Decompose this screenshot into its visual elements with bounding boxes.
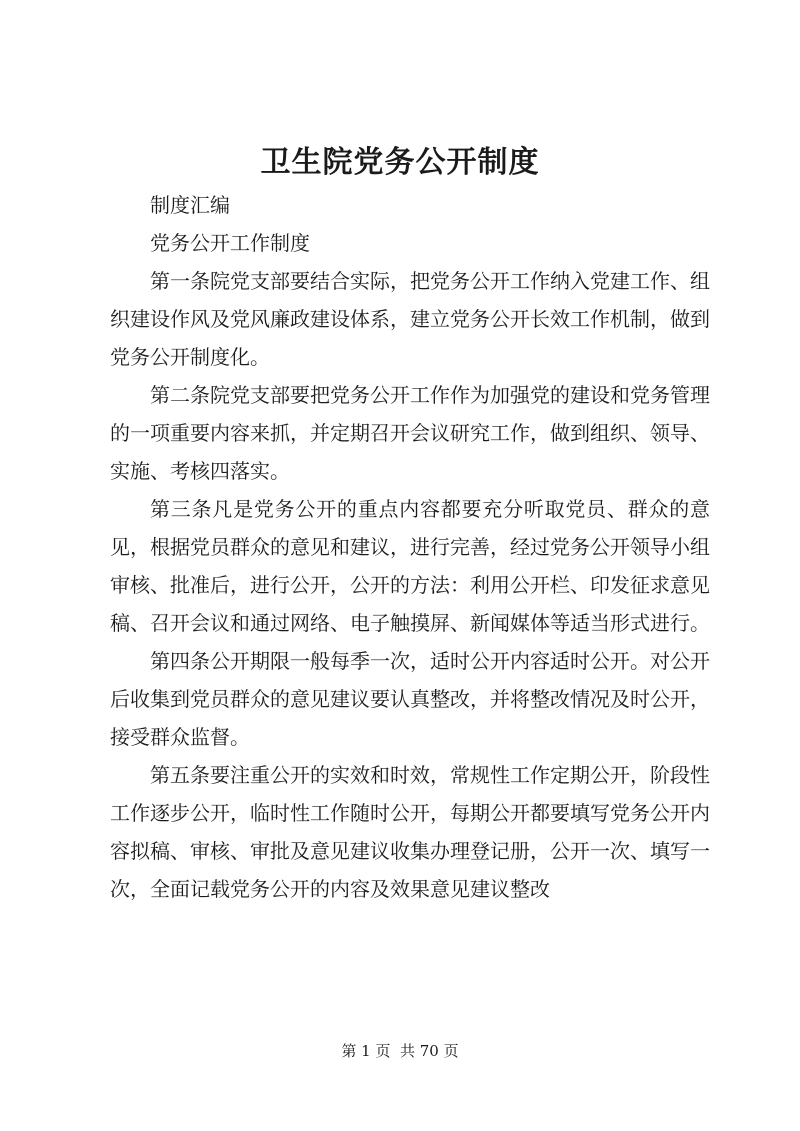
paragraph-subtitle: 党务公开工作制度 [150,231,310,255]
page-footer [0,1041,800,1061]
paragraph-article-2: 第二条院党支部要把党务公开工作作为加强党的建设和党务管理的一项重要内容来抓，并定期召开会议研究工作，做到组织、领导、实施、考核四落实。 [110,383,710,483]
paragraph-article-3: 第三条凡是党务公开的重点内容都要充分听取党员、群众的意见，根据党员群众的意见和建议，进行完善，经过党务公开领导小组审核、批准后，进行公开，公开的方法：利用公开栏、印发征求意见稿、召开会议和通过网络、电子触摸屏、新闻媒体等适当形式进行。 [110,497,710,635]
paragraph-section-label: 制度汇编 [150,193,230,217]
page-number-label: 第 1 页 共 70 页 [341,1042,459,1060]
document-body [110,186,710,908]
paragraph-article-1: 第一条院党支部要结合实际，把党务公开工作纳入党建工作、组织建设作风及党风廉政建设体系，建立党务公开长效工作机制，做到党务公开制度化。 [110,269,710,369]
paragraph-article-4: 第四条公开期限一般每季一次，适时公开内容适时公开。对公开后收集到党员群众的意见建议要认真整改，并将整改情况及时公开，接受群众监督。 [110,649,710,749]
paragraph-article-5: 第五条要注重公开的实效和时效，常规性工作定期公开，阶段性工作逐步公开，临时性工作随时公开，每期公开都要填写党务公开内容拟稿、审核、审批及意见建议收集办理登记册，公开一次、填写一次，全面记载党务公开的内容及效果意见建议整改 [110,763,710,901]
document-title: 卫生院党务公开制度 [260,145,540,180]
